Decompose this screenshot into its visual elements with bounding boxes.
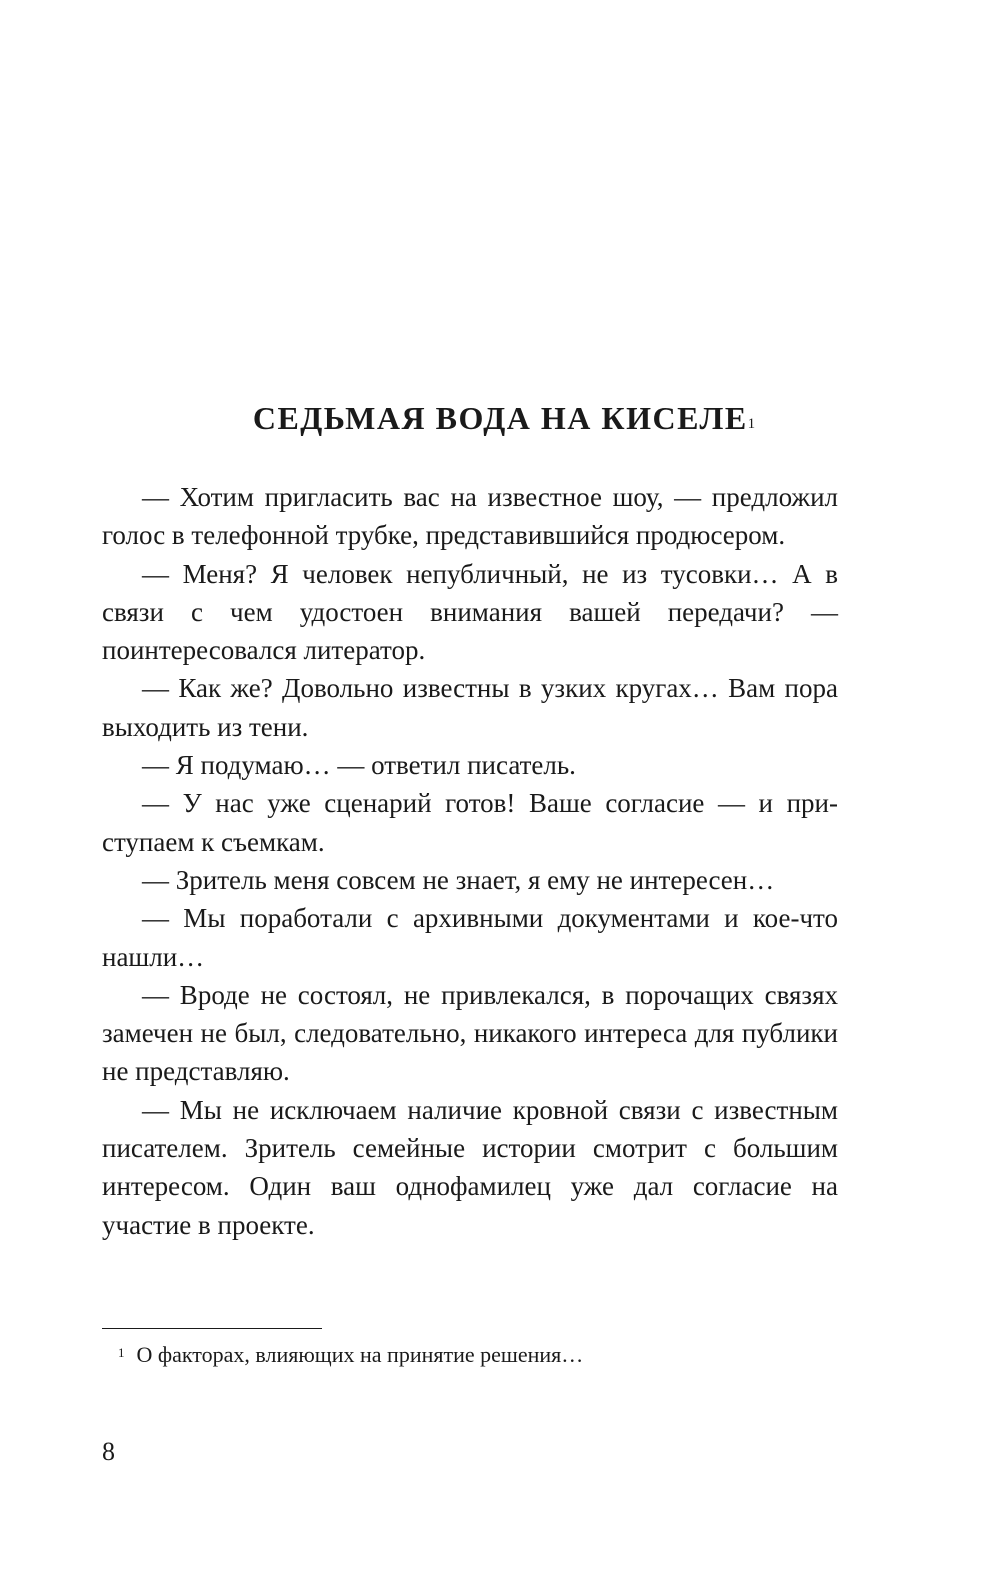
footnote (118, 1339, 838, 1371)
paragraph: — Хотим пригласить вас на известное шоу, — предложил голос в телефонной трубке, представившийся продюсером. (102, 482, 838, 551)
chapter-title (0, 396, 1000, 440)
title-footnote-ref[interactable]: 1 (747, 416, 756, 432)
paragraph: — У нас уже сценарий готов! Ваше согласие — и приступаем к съемкам. (102, 788, 838, 857)
paragraph: — Зритель меня совсем не знает, я ему не интересен… (142, 864, 775, 895)
paragraph: — Вроде не состоял, не привлекался, в порочащих связях замечен не был, следовательно, никакого интереса для публики не представляю. (102, 979, 838, 1087)
paragraph: — Мы не исключаем наличие кровной связи с известным писателем. Зритель семейные истории смотрит с большим интересом. Один ваш однофамилец уже дал согласие на участие в проекте. (102, 1094, 838, 1240)
footnote-text: О факторах, влияющих на принятие решения… (136, 1342, 584, 1367)
footnote-divider (102, 1328, 322, 1329)
paragraph: — Как же? Довольно известны в узких кругах… Вам пора выходить из тени. (102, 673, 838, 742)
page-number: 8 (102, 1437, 115, 1466)
footnote-mark: 1 (118, 1345, 125, 1360)
chapter-title-text: СЕДЬМАЯ ВОДА НА КИСЕЛЕ (252, 400, 748, 436)
paragraph: — Меня? Я человек непубличный, не из тусовки… А в связи с чем удостоен внимания вашей передачи? — поинтересовался литератор. (102, 558, 838, 666)
paragraph: — Мы поработали с архивными документами и кое-что нашли… (102, 903, 838, 972)
paragraph: — Я подумаю… — ответил писатель. (142, 750, 576, 781)
chapter-body (102, 478, 838, 1244)
